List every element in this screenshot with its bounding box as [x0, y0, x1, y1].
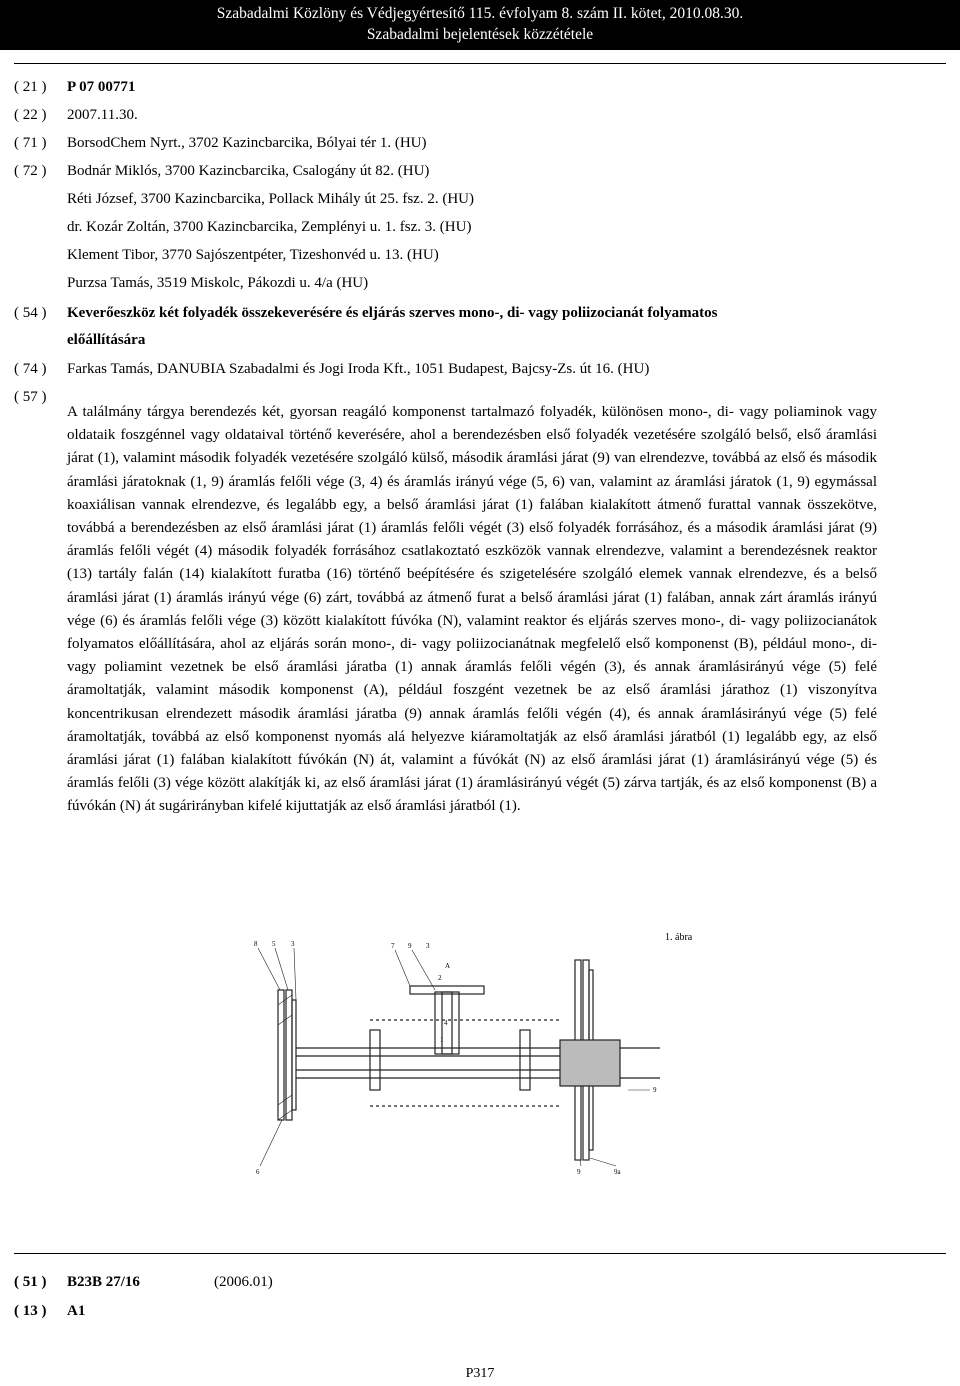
representative: Farkas Tamás, DANUBIA Szabadalmi és Jogi Iroda Kft., 1051 Budapest, Bajcsy-Zs. út 16. (HU): [67, 361, 650, 377]
label-2: 2: [438, 974, 442, 982]
label-8: 8: [254, 940, 258, 948]
label-3b: 3: [426, 942, 430, 950]
label-7: 7: [391, 942, 395, 950]
figure-caption: 1. ábra: [665, 932, 693, 943]
inventor: Réti József, 3700 Kazincbarcika, Pollack Mihály út 25. fsz. 2. (HU): [67, 191, 474, 207]
feed-pipe-flange: [410, 986, 484, 994]
inventor: Bodnár Miklós, 3700 Kazincbarcika, Csalogány út 82. (HU): [67, 163, 430, 179]
applicant: BorsodChem Nyrt., 3702 Kazincbarcika, Bólyai tér 1. (HU): [67, 135, 427, 151]
inner-plate-left: [370, 1030, 380, 1090]
application-number: P 07 00771: [67, 79, 136, 95]
page-header: [0, 0, 960, 50]
document-kind: A1: [67, 1303, 86, 1319]
section-title: Szabadalmi bejelentések közzététele: [366, 26, 594, 43]
inner-plate-right: [520, 1030, 530, 1090]
label-9a: 9: [408, 942, 412, 950]
left-flange-plate: [278, 990, 284, 1120]
technical-drawing: [230, 930, 700, 1190]
page-number: P317: [465, 1366, 495, 1381]
label-5: 5: [272, 940, 276, 948]
inventor: dr. Kozár Zoltán, 3700 Kazincbarcika, Zemplényi u. 1. fsz. 3. (HU): [67, 219, 472, 235]
label-9: 9: [653, 1086, 657, 1094]
inventor: Klement Tibor, 3770 Sajószentpéter, Tizeshonvéd u. 13. (HU): [67, 247, 439, 263]
ipc-class: B23B 27/16: [67, 1274, 140, 1290]
label-6: 6: [256, 1168, 260, 1176]
label-4: 4: [444, 1019, 448, 1027]
abstract-text: A találmány tárgya berendezés két, gyorsan reagáló komponenst tartalmazó folyadék, különösen mono-, di- vagy poliaminok vagy oldataik foszgénnel vagy oldataival történő keverésére, ahol a berendezésben első folyadék vezetésére szolgáló belső, első áramlási járat (1), valamint második folyadék vezetésére szolgáló külső, második áramlási járat (9) van elrendezve, továbbá az első és második áramlási járatoknak (1, 9) áramlás felőli vége (3, 4) és áramlás irányú vége (5, 6) van, valamint az áramlási járatok (1, 9) egymással koaxiálisan vannak elrendezve, és legalább egy, a belső áramlási járat (1) falában kialakított átmenő furattal vannak összekötve, továbbá a berendezésben az első áramlási járat (1) áramlás felőli végét (3) első folyadék forrásához, és a második áramlási járat (9) áramlás felőli végét (4) második folyadék forrásához csatlakoztató eszközök vannak elrendezve, valamint a berendezésnek reaktor (13) tartály falán (14) kialakított furatba (16) történő beépítésére és szigetelésére szolgáló elemek vannak elrendezve, és a belső áramlási járat (1) áramlás irányú vége (6) zárt, továbbá az átmenő furat a belső áramlási járat (1) falában, annak zárt áramlás irányú vége (6) és áramlás felőli vége (3) között kialakított fúvóka (N), valamint reaktor és eljárás szerves mono-, di- vagy poliizocianátok folyamatos előállítására, ahol az eljárás során mono-, di- vagy poliizocianátnak megfelelő első komponenst (B), például mono-, di- vagy poliamint vezetnek be első áramlási járatba (1) annak áramlás felőli végén (3), és annak áramlásirányú vége (5) felé áramoltatják, valamint második komponenst (A), például foszgént vezetnek be az első áramlási járathoz (1) viszonyítva koncentrikusan elrendezett második áramlási járatba (9) annak áramlás felőli végén (4), és annak áramlásirányú vége (5) felé áramoltatják, továbbá az első komponenst nyomás alá helyezve kiáramoltatják az első áramlási járatból (1) legalább egy, az első áramlási járat (1) falában kialakított fúvókán (N) át, valamint a fúvókát (N) az első áramlási járat (1) áramlásirányú vége (5) és áramlás felőli (3) vége között alakítják ki, az első áramlási járat (1) áramlásirányú végét (5) zárva tartják, és az első komponenst (B) a fúvókán (N) át sugárirányban kifelé kijuttatják az első áramlási járatból (1).: [67, 404, 877, 815]
left-flange-plate-2: [286, 990, 292, 1120]
bottom-divider: [14, 1253, 946, 1254]
label-A: A: [445, 962, 451, 970]
label-9a-2: 9a: [614, 1168, 621, 1176]
filing-date: 2007.11.30.: [67, 107, 138, 123]
journal-title: Szabadalmi Közlöny és Védjegyértesítő 115. évfolyam 8. szám II. kötet, 2010.08.30.: [216, 5, 744, 22]
label-3: 3: [291, 940, 295, 948]
label-1: 1: [440, 1036, 444, 1044]
invention-title-cont: előállítására: [67, 332, 146, 348]
ipc-edition: (2006.01): [214, 1274, 273, 1290]
top-divider: [14, 63, 946, 64]
left-flange-inner: [292, 1000, 296, 1110]
label-9c: 9: [577, 1168, 581, 1176]
invention-title: Keverőeszköz két folyadék összekeverésére és eljárás szerves mono-, di- vagy poliizocianát folyamatos: [67, 305, 718, 321]
inventor: Purzsa Tamás, 3519 Miskolc, Pákozdi u. 4/a (HU): [67, 275, 369, 291]
gland-hatch: [560, 1040, 620, 1086]
